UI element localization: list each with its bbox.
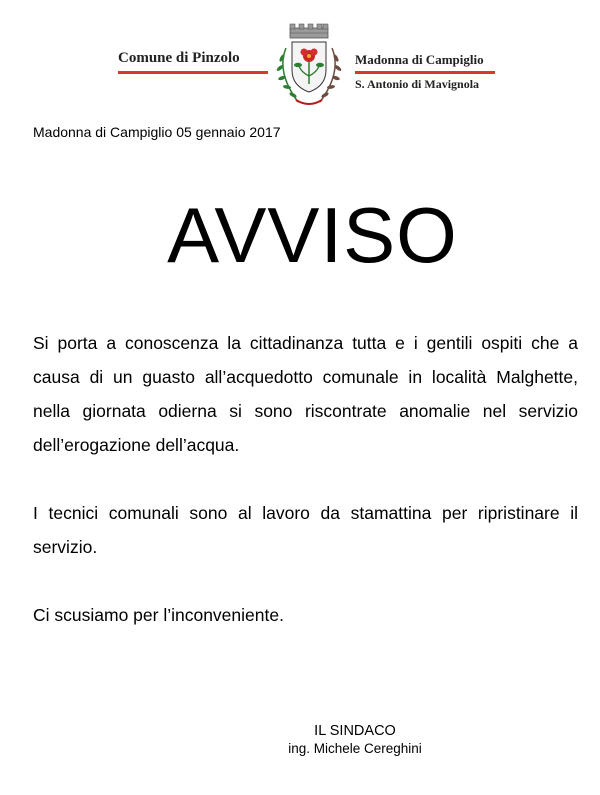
red-rule-right — [355, 71, 495, 74]
place-date: Madonna di Campiglio 05 gennaio 2017 — [33, 124, 281, 140]
red-rule-left — [118, 71, 268, 74]
municipality-name: Comune di Pinzolo — [118, 50, 240, 66]
signature-role: IL SINDACO — [314, 723, 396, 739]
hamlet-name-2: S. Antonio di Mavignola — [355, 77, 480, 91]
coat-of-arms-icon — [268, 22, 350, 108]
notice-title: AVVISO — [167, 191, 458, 279]
paragraph-2: I tecnici comunali sono al lavoro da stamattina per ripristinare il servizio. — [33, 503, 578, 557]
hamlet-name-1: Madonna di Campiglio — [355, 52, 484, 67]
letterhead-left — [118, 50, 268, 74]
notice-body — [33, 326, 578, 666]
letterhead-right — [355, 52, 500, 92]
letterhead — [0, 0, 600, 120]
signature-name: ing. Michele Cereghini — [288, 741, 422, 756]
paragraph-3: Ci scusiamo per l’inconveniente. — [33, 605, 284, 625]
signature-block — [255, 722, 455, 757]
paragraph-1: Si porta a conoscenza la cittadinanza tutta e i gentili ospiti che a causa di un guasto all’acquedotto comunale in località Malghette, nella giornata odierna si sono riscontrate anomalie nel servizio dell’erogazione dell’acqua. — [33, 333, 578, 455]
